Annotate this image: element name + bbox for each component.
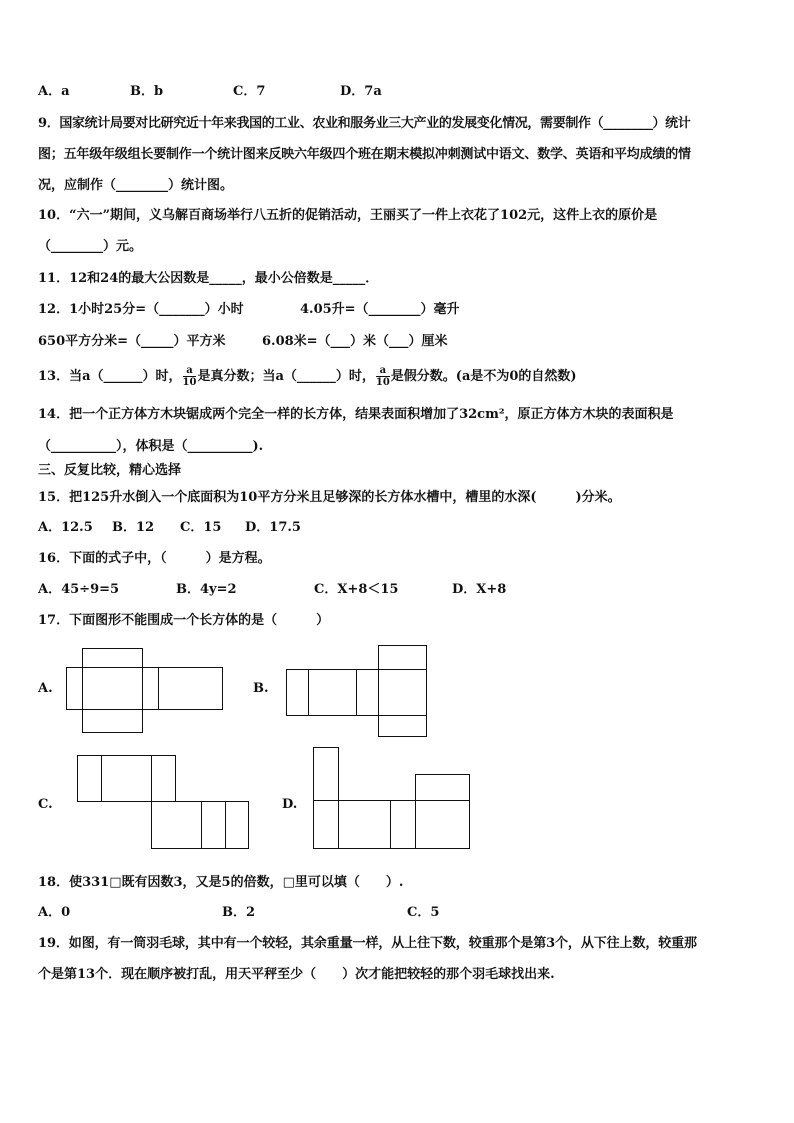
q15-line: 15．把125升水倒入一个底面积为10平方分米且足够深的长方体水槽中，槽里的水深( )分米。 [38,490,621,505]
q16-line: 16．下面的式子中，（ ）是方程。 [38,551,271,566]
q17-net-d [313,747,471,850]
q17-net-c [77,755,250,849]
q14-line-2: （__________），体积是（__________). [38,439,264,454]
q14-line-1: 14．把一个正方体方木块锯成两个完全一样的长方体，结果表面积增加了32cm²，原正方体方木块的表面积是 [38,407,674,422]
q12-part-b: 4.05升=（________）毫升 [300,302,460,317]
q17-line: 17．下面图形不能围成一个长方体的是（ ） [38,613,330,628]
q19-line-1: 19．如图，有一筒羽毛球，其中有一个较轻，其余重量一样，从上往下数，较重那个是第3个，从下往上数，较重那 [38,936,697,951]
q16-option-d: D．X+8 [452,582,507,597]
q16-option-b: B．4y=2 [176,582,237,597]
q8-option-c: C．7 [233,84,266,99]
q16-option-c: C．X+8＜15 [314,582,399,597]
q17-net-b [286,645,429,738]
q12-part-c: 650平方分米=（_____）平方米 [38,334,226,349]
q18-line: 18．使331□既有因数3，又是5的倍数，□里可以填（ ）. [38,875,404,890]
q18-option-c: C．5 [407,905,440,920]
q13-fraction-1-numerator: a [183,365,197,377]
q13-part-3: 是假分数。(a是不为0的自然数) [390,369,577,384]
q8-option-d: D．7a [340,84,382,99]
q10-line-2: （________）元。 [38,239,143,254]
q10-line-1: 10．“六一”期间，义乌解百商场举行八五折的促销活动，王丽买了一件上衣花了102元，这件上衣的原价是 [38,208,658,223]
q13-fraction-2 [376,365,390,388]
q18-option-a: A．0 [38,905,71,920]
q15-option-c: C．15 [180,520,222,535]
q17-net-a [66,648,224,734]
q19-line-2: 个是第13个．现在顺序被打乱，用天平秤至少（ ）次才能把较轻的那个羽毛球找出来. [38,967,555,982]
q11-line: 11．12和24的最大公因数是_____，最小公倍数是_____． [38,271,379,286]
q13-part-1: 13．当a（______）时， [38,369,182,384]
q8-option-a: A．a [38,84,70,99]
q12-part-a: 12．1小时25分=（_______）小时 [38,302,244,317]
q17-label-c: C. [38,797,53,812]
q13-fraction-1 [183,365,197,388]
q13-line [38,364,577,390]
q12-part-d: 6.08米=（___）米（___）厘米 [262,334,448,349]
q13-part-2: 是真分数；当a（______）时， [197,369,375,384]
q18-option-b: B．2 [222,905,256,920]
q17-label-d: D. [282,797,298,812]
q9-line-2: 图；五年级年级组长要制作一个统计图来反映六年级四个班在期末模拟冲刺测试中语文、数学、英语和平均成绩的情 [38,147,691,162]
q16-option-a: A．45÷9=5 [38,582,120,597]
q13-fraction-2-denominator: 10 [375,377,390,388]
q9-line-3: 况，应制作（________）统计图。 [38,178,234,193]
q13-fraction-2-numerator: a [376,365,390,377]
q15-option-d: D．17.5 [245,520,301,535]
q15-option-b: B．12 [112,520,155,535]
q17-label-b: B. [253,681,269,696]
q17-label-a: A. [38,681,53,696]
section-3-heading: 三、反复比较，精心选择 [38,463,182,478]
q13-fraction-1-denominator: 10 [182,377,197,388]
q15-option-a: A．12.5 [38,520,93,535]
q9-line-1: 9．国家统计局要对比研究近十年来我国的工业、农业和服务业三大产业的发展变化情况，需要制作（________）统计 [38,116,691,131]
q8-option-b: B．b [130,84,164,99]
